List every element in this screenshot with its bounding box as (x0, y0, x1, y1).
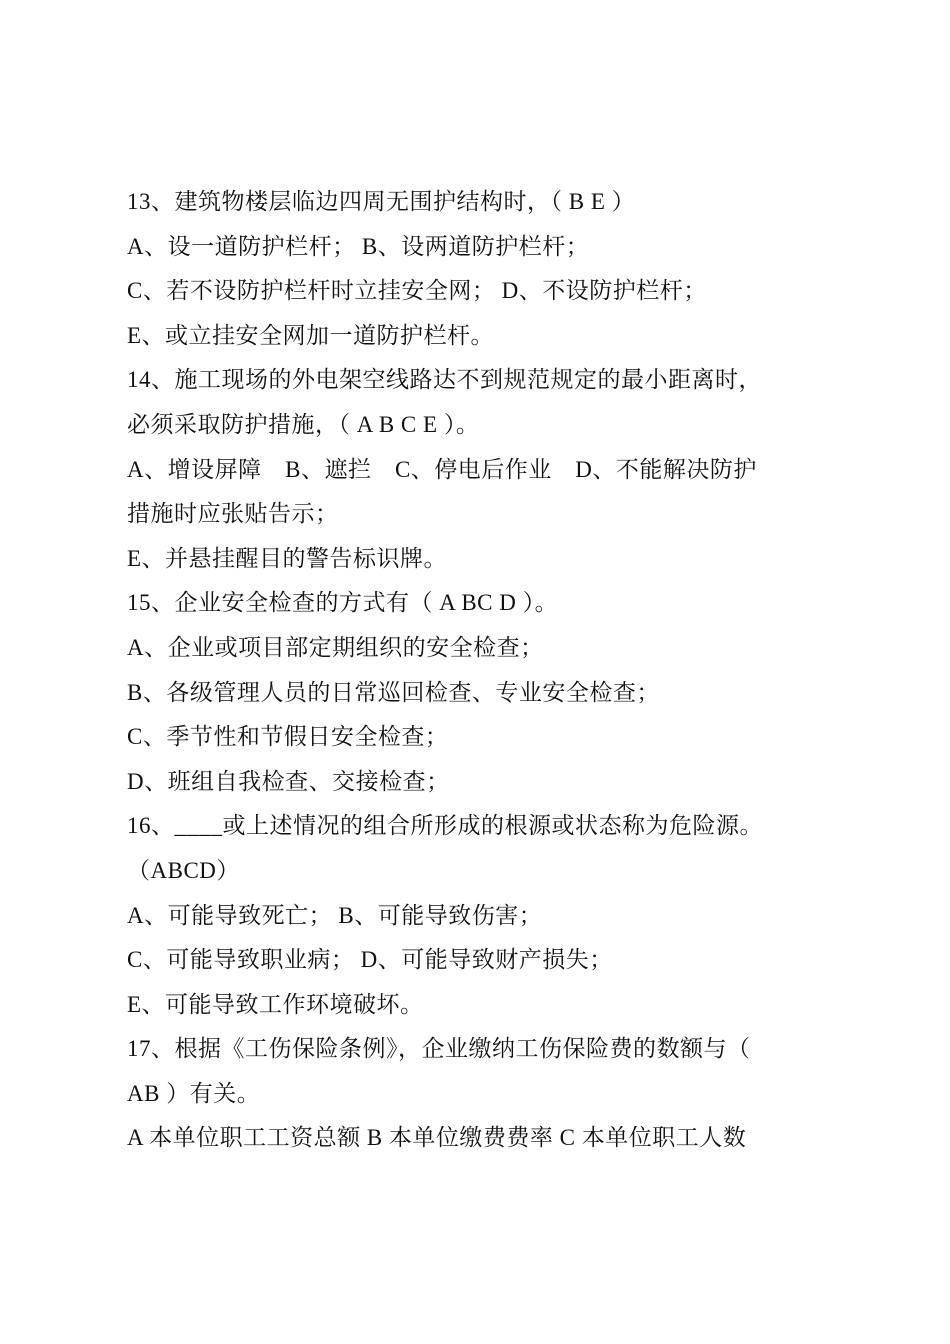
q13-options-ab: A、设一道防护栏杆； B、设两道防护栏杆； (127, 233, 590, 259)
q14-stem-line1: 14、施工现场的外电架空线路达不到规范规定的最小距离时， (127, 367, 762, 393)
q15-option-a: A、企业或项目部定期组织的安全检查； (127, 634, 544, 660)
q14-options-line2: 措施时应张贴告示； (127, 501, 339, 527)
q17-options: A 本单位职工工资总额 B 本单位缴费费率 C 本单位职工人数 (127, 1125, 747, 1151)
q13-option-e: E、或立挂安全网加一道防护栏杆。 (127, 322, 495, 348)
q15-option-b: B、各级管理人员的日常巡回检查、专业安全检查； (127, 679, 660, 705)
q14-stem-line2: 必须采取防护措施，（ A B C E ）。 (127, 411, 480, 437)
q16-options-cd: C、可能导致职业病； D、可能导致财产损失； (127, 947, 613, 973)
q16-stem-line1: 16、____或上述情况的组合所形成的根源或状态称为危险源。 (127, 813, 763, 839)
q17-stem-line1: 17、根据《工伤保险条例》，企业缴纳工伤保险费的数额与（ (127, 1036, 751, 1062)
document-page (127, 180, 837, 1161)
q16-answer: （ABCD） (127, 857, 240, 883)
q14-options-line1: A、增设屏障 B、遮拦 C、停电后作业 D、不能解决防护 (127, 456, 757, 482)
q15-stem: 15、企业安全检查的方式有（ A BC D ）。 (127, 590, 559, 616)
q15-option-c: C、季节性和节假日安全检查； (127, 724, 449, 750)
q16-option-e: E、可能导致工作环境破坏。 (127, 991, 424, 1017)
q15-option-d: D、班组自我检查、交接检查； (127, 768, 450, 794)
q16-options-ab: A、可能导致死亡； B、可能导致伤害； (127, 902, 543, 928)
q13-stem: 13、建筑物楼层临边四周无围护结构时，（ B E ） (127, 189, 636, 214)
q17-stem-line2: AB ）有关。 (127, 1080, 261, 1106)
q13-options-cd: C、若不设防护栏杆时立挂安全网； D、不设防护栏杆； (127, 278, 707, 304)
q14-option-e: E、并悬挂醒目的警告标识牌。 (127, 545, 448, 571)
